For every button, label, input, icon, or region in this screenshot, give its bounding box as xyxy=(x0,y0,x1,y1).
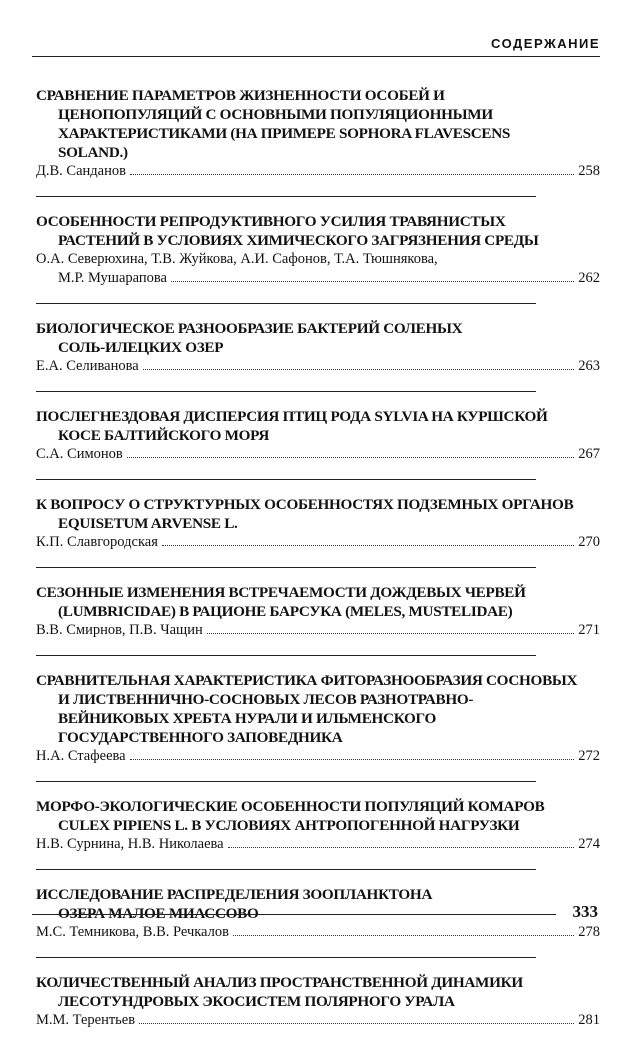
toc-title-line: ВЕЙНИКОВЫХ ХРЕБТА НУРАЛИ И ИЛЬМЕНСКОГО xyxy=(58,710,437,727)
footer-rule xyxy=(32,914,556,915)
dot-leader xyxy=(130,174,574,175)
page-header-title: СОДЕРЖАНИЕ xyxy=(491,36,600,51)
dot-leader xyxy=(130,759,575,760)
toc-entry-authors: М.Р. Мушарапова xyxy=(58,270,167,286)
toc-entry-page[interactable]: 272 xyxy=(578,748,600,764)
dot-leader xyxy=(139,1023,574,1024)
toc-entry-title xyxy=(36,973,600,1011)
toc-entry-page[interactable]: 262 xyxy=(578,270,600,286)
entry-separator xyxy=(36,303,536,304)
entry-separator xyxy=(36,479,536,480)
entry-separator xyxy=(36,391,536,392)
toc-entry-author-row xyxy=(36,445,600,464)
toc-entry-authors: Н.В. Сурнина, Н.В. Николаева xyxy=(36,836,224,852)
toc-entry-page[interactable]: 274 xyxy=(578,836,600,852)
toc-entry-title xyxy=(36,86,600,162)
toc-entry-authors: К.П. Славгородская xyxy=(36,534,158,550)
toc-title-line: СРАВНИТЕЛЬНАЯ ХАРАКТЕРИСТИКА ФИТОРАЗНООБРАЗИЯ СОСНОВЫХ xyxy=(36,672,578,689)
toc-entry-author-row xyxy=(36,533,600,552)
toc-title-line: К ВОПРОСУ О СТРУКТУРНЫХ ОСОБЕННОСТЯХ ПОДЗЕМНЫХ ОРГАНОВ xyxy=(36,496,574,513)
entry-separator xyxy=(36,781,536,782)
toc-entry-page[interactable]: 281 xyxy=(578,1012,600,1028)
toc-entry-authors: М.С. Темникова, В.В. Речкалов xyxy=(36,924,229,940)
toc-title-line: EQUISETUM ARVENSE L. xyxy=(58,515,238,532)
header-rule xyxy=(32,56,600,57)
toc-title-line: КОСЕ БАЛТИЙСКОГО МОРЯ xyxy=(58,427,270,444)
dot-leader xyxy=(171,281,574,282)
toc-entry-page[interactable]: 263 xyxy=(578,358,600,374)
toc-entry xyxy=(36,583,600,640)
toc-title-line: БИОЛОГИЧЕСКОЕ РАЗНООБРАЗИЕ БАКТЕРИЙ СОЛЕНЫХ xyxy=(36,320,463,337)
toc-entry xyxy=(36,212,600,288)
entry-separator xyxy=(36,655,536,656)
toc-title-line: ОСОБЕННОСТИ РЕПРОДУКТИВНОГО УСИЛИЯ ТРАВЯНИСТЫХ xyxy=(36,213,506,230)
toc-entry-author-row xyxy=(36,357,600,376)
dot-leader xyxy=(162,545,574,546)
dot-leader xyxy=(233,935,574,936)
toc-title-line: CULEX PIPIENS L. В УСЛОВИЯХ АНТРОПОГЕННОЙ НАГРУЗКИ xyxy=(58,817,520,834)
toc-entry-author-row xyxy=(36,747,600,766)
entry-separator xyxy=(36,567,536,568)
dot-leader xyxy=(127,457,575,458)
toc-entry-authors: С.А. Симонов xyxy=(36,446,123,462)
toc-entry-authors: Д.В. Санданов xyxy=(36,163,126,179)
toc-entry-author-row xyxy=(36,835,600,854)
toc-entry xyxy=(36,797,600,854)
toc-entry-page[interactable]: 267 xyxy=(578,446,600,462)
toc-title-line: СОЛЬ-ИЛЕЦКИХ ОЗЕР xyxy=(58,339,224,356)
toc-entry-page[interactable]: 278 xyxy=(578,924,600,940)
toc-entry-page[interactable]: 270 xyxy=(578,534,600,550)
toc-entry-author-row xyxy=(36,269,600,288)
toc-entry-author-row xyxy=(36,162,600,181)
toc-title-line: ЦЕНОПОПУЛЯЦИЙ С ОСНОВНЫМИ ПОПУЛЯЦИОННЫМИ xyxy=(58,106,493,123)
footer-page-number: 333 xyxy=(572,902,598,921)
toc-entry-author-row xyxy=(36,1011,600,1030)
toc-entry-title xyxy=(36,583,600,621)
toc-title-line: ЛЕСОТУНДРОВЫХ ЭКОСИСТЕМ ПОЛЯРНОГО УРАЛА xyxy=(58,993,455,1010)
dot-leader xyxy=(143,369,575,370)
entry-separator xyxy=(36,869,536,870)
toc-entry-authors: Н.А. Стафеева xyxy=(36,748,126,764)
toc-entry-authors: В.В. Смирнов, П.В. Чащин xyxy=(36,622,203,638)
toc-entry-title xyxy=(36,671,600,747)
toc-title-line: SOLAND.) xyxy=(58,144,128,161)
toc-entry-authors: Е.А. Селиванова xyxy=(36,358,139,374)
toc-entry xyxy=(36,495,600,552)
toc-entry-author-row xyxy=(36,621,600,640)
entry-separator xyxy=(36,957,536,958)
table-of-contents xyxy=(36,86,600,1045)
toc-title-line: ПОСЛЕГНЕЗДОВАЯ ДИСПЕРСИЯ ПТИЦ РОДА SYLVIA НА КУРШСКОЙ xyxy=(36,408,548,425)
toc-title-line: СЕЗОННЫЕ ИЗМЕНЕНИЯ ВСТРЕЧАЕМОСТИ ДОЖДЕВЫХ ЧЕРВЕЙ xyxy=(36,584,526,601)
toc-entry xyxy=(36,973,600,1030)
toc-title-line: (LUMBRICIDAE) В РАЦИОНЕ БАРСУКА (MELES, MUSTELIDAE) xyxy=(58,603,513,620)
toc-title-line: ИССЛЕДОВАНИЕ РАСПРЕДЕЛЕНИЯ ЗООПЛАНКТОНА xyxy=(36,886,433,903)
toc-entry-authors: М.М. Терентьев xyxy=(36,1012,136,1028)
toc-title-line: РАСТЕНИЙ В УСЛОВИЯХ ХИМИЧЕСКОГО ЗАГРЯЗНЕНИЯ СРЕДЫ xyxy=(58,232,539,249)
toc-entry-author-row xyxy=(36,923,600,942)
toc-entry-title xyxy=(36,885,600,923)
toc-entry-authors: О.А. Северюхина, Т.В. Жуйкова, А.И. Сафонов, Т.А. Тюшнякова, xyxy=(36,251,438,267)
toc-entry-page[interactable]: 271 xyxy=(578,622,600,638)
toc-title-line: КОЛИЧЕСТВЕННЫЙ АНАЛИЗ ПРОСТРАНСТВЕННОЙ ДИНАМИКИ xyxy=(36,974,523,991)
toc-entry-title xyxy=(36,797,600,835)
toc-entry-title xyxy=(36,319,600,357)
toc-entry-title xyxy=(36,407,600,445)
toc-entry xyxy=(36,407,600,464)
dot-leader xyxy=(228,847,575,848)
toc-entry xyxy=(36,671,600,766)
toc-title-line: ГОСУДАРСТВЕННОГО ЗАПОВЕДНИКА xyxy=(58,729,343,746)
toc-entry xyxy=(36,319,600,376)
toc-entry xyxy=(36,86,600,181)
dot-leader xyxy=(207,633,575,634)
toc-entry-title xyxy=(36,495,600,533)
toc-entry-title xyxy=(36,212,600,250)
toc-title-line: И ЛИСТВЕННИЧНО-СОСНОВЫХ ЛЕСОВ РАЗНОТРАВНО- xyxy=(58,691,474,708)
toc-title-line: МОРФО-ЭКОЛОГИЧЕСКИЕ ОСОБЕННОСТИ ПОПУЛЯЦИЙ КОМАРОВ xyxy=(36,798,545,815)
toc-title-line: ОЗЕРА МАЛОЕ МИАССОВО xyxy=(58,905,259,922)
entry-separator xyxy=(36,196,536,197)
toc-entry-page[interactable]: 258 xyxy=(578,163,600,179)
toc-title-line: ХАРАКТЕРИСТИКАМИ (НА ПРИМЕРЕ SOPHORA FLAVESCENS xyxy=(58,125,511,142)
toc-title-line: СРАВНЕНИЕ ПАРАМЕТРОВ ЖИЗНЕННОСТИ ОСОБЕЙ И xyxy=(36,87,445,104)
